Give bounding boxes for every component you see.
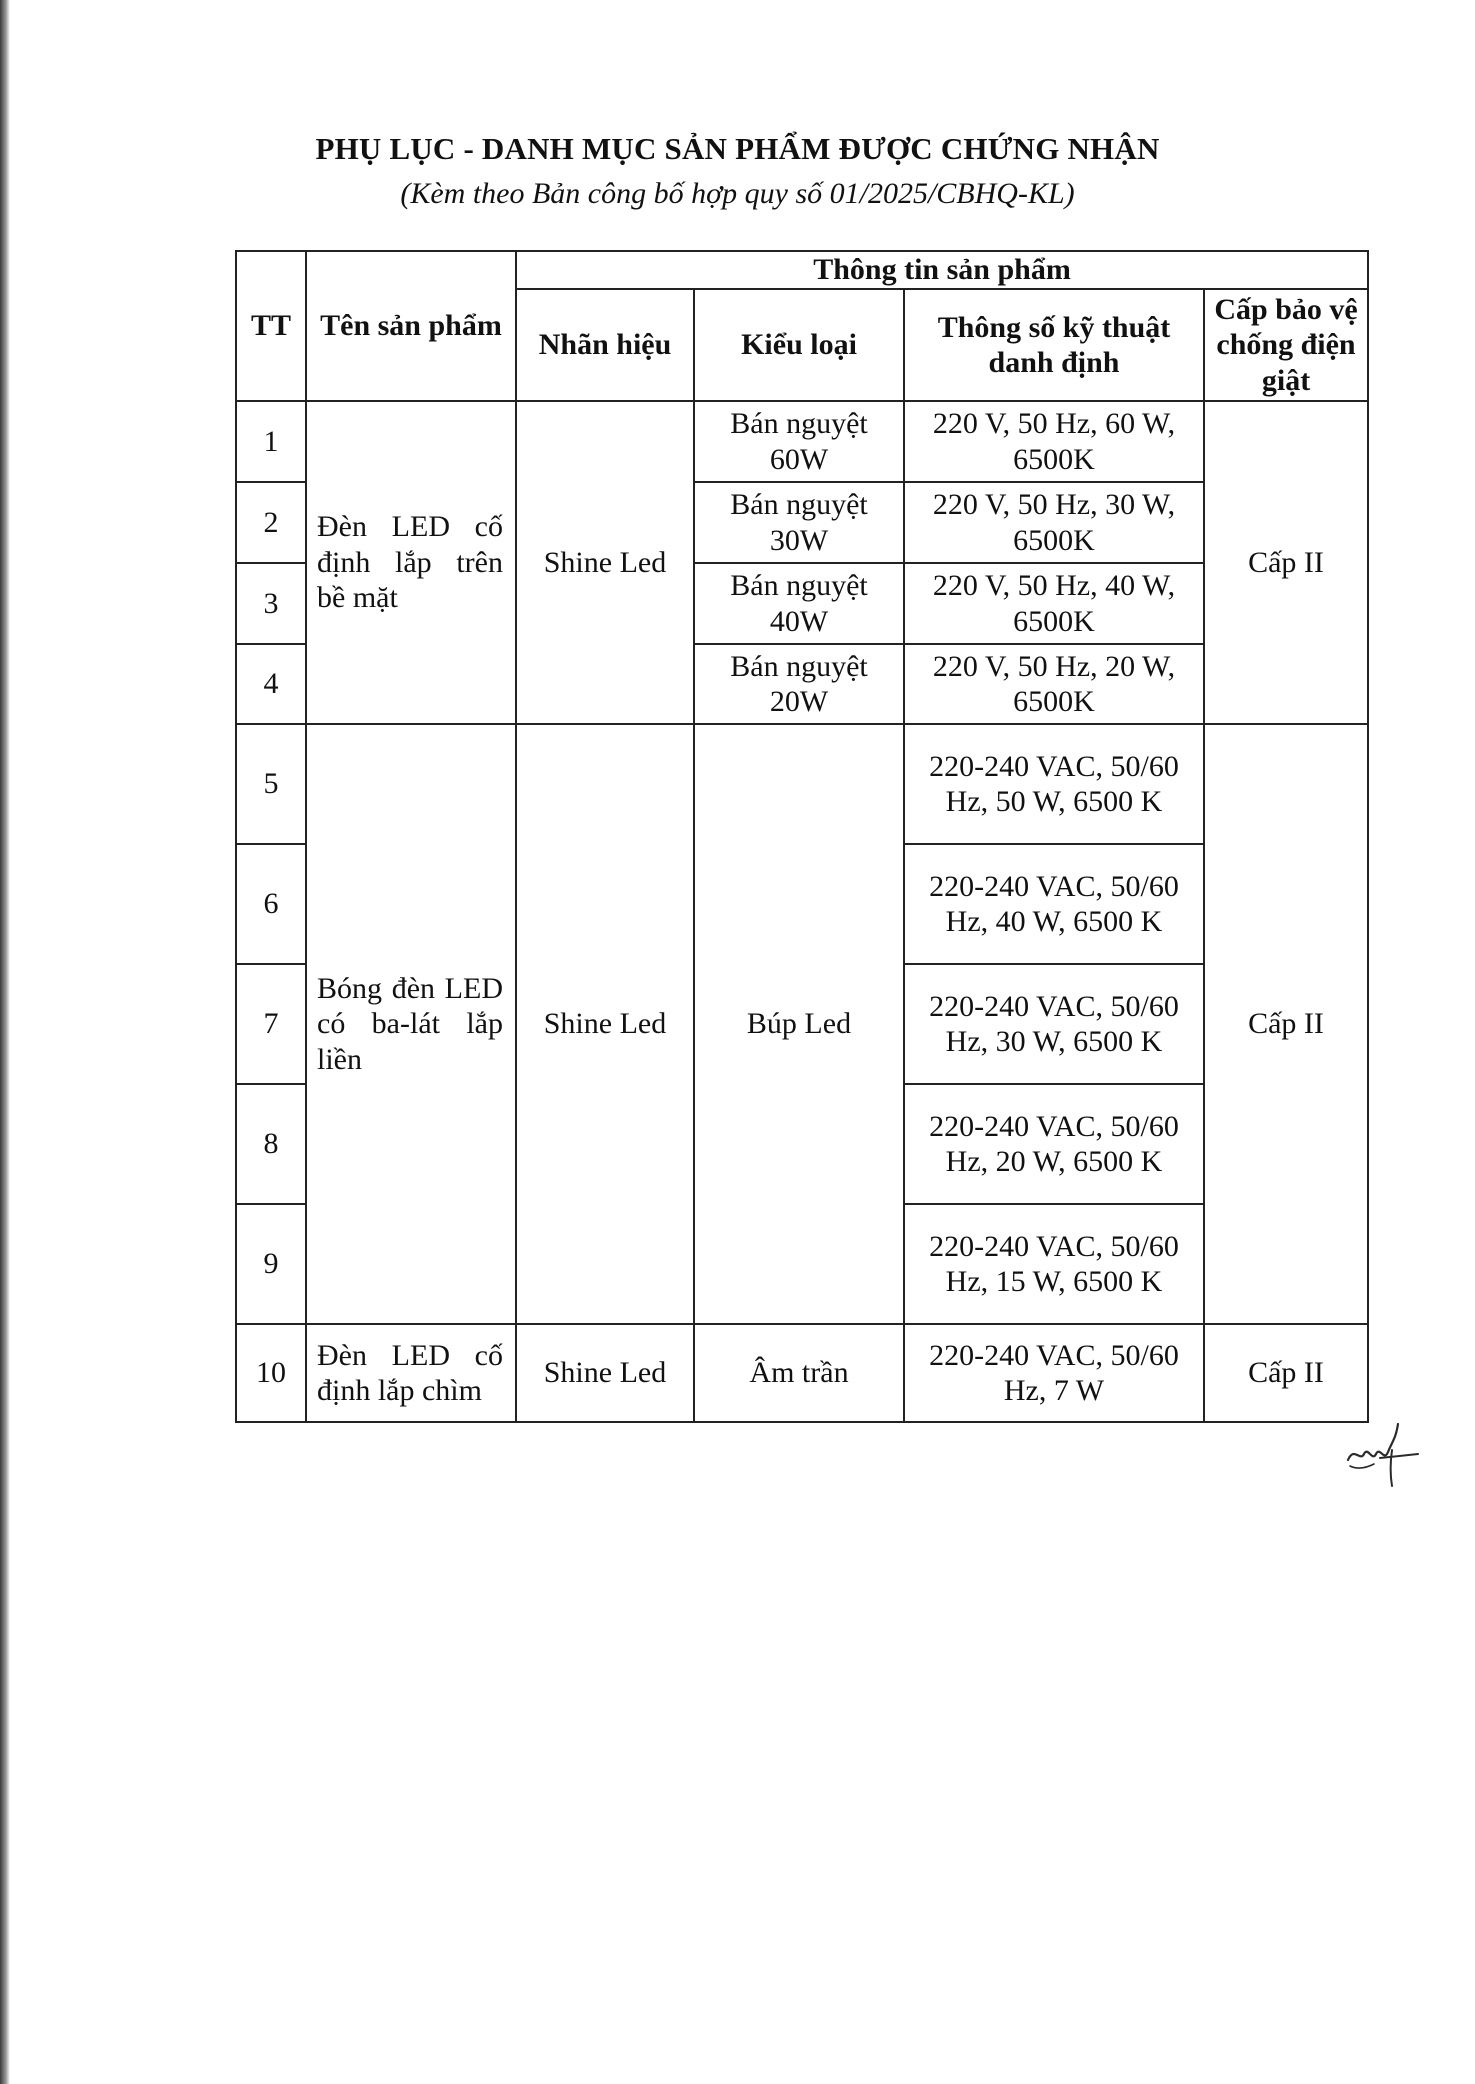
header-model: Kiểu loại <box>694 289 904 401</box>
header-product-info: Thông tin sản phẩm <box>516 251 1368 289</box>
product-name-cell: Đèn LED cố định lắp trên bề mặt <box>306 401 516 724</box>
model-cell: Búp Led <box>694 724 904 1324</box>
table-row <box>236 724 1368 844</box>
specs-cell: 220-240 VAC, 50/60 Hz, 40 W, 6500 K <box>904 844 1204 964</box>
specs-cell: 220-240 VAC, 50/60 Hz, 20 W, 6500 K <box>904 1084 1204 1204</box>
protection-class-cell: Cấp II <box>1204 1324 1368 1422</box>
document-subtitle: (Kèm theo Bản công bố hợp quy số 01/2025/CBHQ-KL) <box>400 177 1075 210</box>
model-cell: Bán nguyệt 30W <box>694 482 904 563</box>
specs-cell: 220-240 VAC, 50/60 Hz, 15 W, 6500 K <box>904 1204 1204 1324</box>
protection-class-cell: Cấp II <box>1204 401 1368 724</box>
specs-cell: 220-240 VAC, 50/60 Hz, 30 W, 6500 K <box>904 964 1204 1084</box>
row-tt: 10 <box>236 1324 306 1422</box>
specs-cell: 220 V, 50 Hz, 40 W, 6500K <box>904 563 1204 644</box>
specs-cell: 220-240 VAC, 50/60 Hz, 50 W, 6500 K <box>904 724 1204 844</box>
specs-cell: 220 V, 50 Hz, 60 W, 6500K <box>904 401 1204 482</box>
model-cell: Âm trần <box>694 1324 904 1422</box>
header-product-name: Tên sản phẩm <box>306 251 516 401</box>
handwritten-signature-icon <box>1340 1412 1420 1492</box>
header-brand: Nhãn hiệu <box>516 289 694 401</box>
brand-cell: Shine Led <box>516 1324 694 1422</box>
header-tt: TT <box>236 251 306 401</box>
product-name-cell: Đèn LED cố định lắp chìm <box>306 1324 516 1422</box>
table-row <box>236 401 1368 482</box>
header-protection-class: Cấp bảo vệ chống điện giật <box>1204 289 1368 401</box>
table-row <box>236 1324 1368 1422</box>
model-cell: Bán nguyệt 60W <box>694 401 904 482</box>
brand-cell: Shine Led <box>516 401 694 724</box>
row-tt: 9 <box>236 1204 306 1324</box>
row-tt: 4 <box>236 644 306 724</box>
model-cell: Bán nguyệt 20W <box>694 644 904 724</box>
row-tt: 7 <box>236 964 306 1084</box>
specs-cell: 220-240 VAC, 50/60 Hz, 7 W <box>904 1324 1204 1422</box>
row-tt: 5 <box>236 724 306 844</box>
row-tt: 1 <box>236 401 306 482</box>
specs-cell: 220 V, 50 Hz, 20 W, 6500K <box>904 644 1204 724</box>
header-rated-specs: Thông số kỹ thuật danh định <box>904 289 1204 401</box>
row-tt: 6 <box>236 844 306 964</box>
row-tt: 3 <box>236 563 306 644</box>
protection-class-cell: Cấp II <box>1204 724 1368 1324</box>
brand-cell: Shine Led <box>516 724 694 1324</box>
document-title: PHỤ LỤC - DANH MỤC SẢN PHẨM ĐƯỢC CHỨNG NHẬN <box>315 131 1160 166</box>
header-row-1 <box>236 251 1368 289</box>
scan-edge-shadow <box>0 0 10 2084</box>
product-name-cell: Bóng đèn LED có ba-lát lắp liền <box>306 724 516 1324</box>
row-tt: 8 <box>236 1084 306 1204</box>
specs-cell: 220 V, 50 Hz, 30 W, 6500K <box>904 482 1204 563</box>
row-tt: 2 <box>236 482 306 563</box>
model-cell: Bán nguyệt 40W <box>694 563 904 644</box>
product-table <box>235 250 1369 1423</box>
